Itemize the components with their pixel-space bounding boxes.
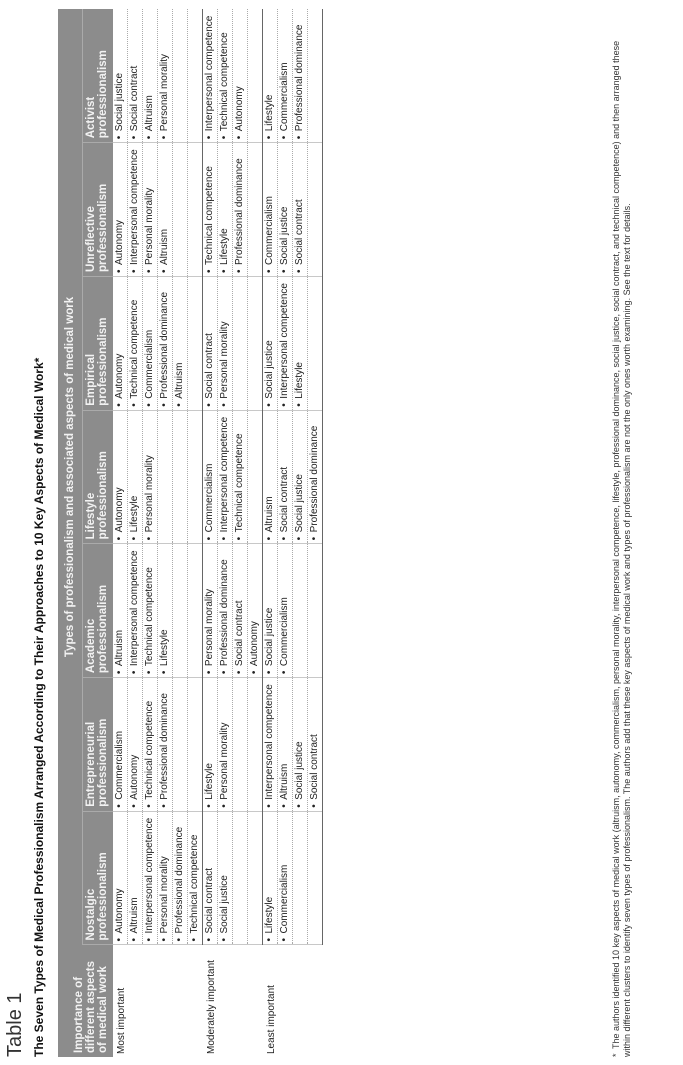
bullet-icon: • (129, 670, 140, 675)
cell-text: Lifestyle (294, 362, 305, 399)
cell-text: Lifestyle (219, 228, 230, 265)
table-cell (188, 143, 203, 277)
bullet-icon: • (159, 403, 170, 407)
table-row (278, 9, 293, 1057)
cell-text: Social justice (264, 607, 275, 667)
cell-text: Professional dominance (309, 425, 320, 533)
table-cell (233, 410, 248, 544)
cell-text: Commercialism (144, 329, 155, 399)
table-cell (293, 9, 308, 143)
table-cell (128, 544, 143, 678)
table-cell (308, 410, 323, 544)
table-cell (233, 9, 248, 143)
bullet-icon: • (294, 804, 305, 808)
bullet-icon: • (264, 670, 275, 675)
table-cell (158, 9, 173, 143)
cell-text: Technical competence (189, 834, 200, 934)
cell-text: Lifestyle (129, 495, 140, 533)
column-header: Lifestyle professionalism (83, 410, 114, 544)
cell-text: Altruism (129, 897, 140, 934)
bullet-icon: • (219, 403, 230, 407)
bullet-icon: • (114, 804, 125, 808)
table-cell (113, 811, 128, 945)
table-cell (278, 811, 293, 945)
professionalism-table (58, 9, 323, 1057)
bullet-icon: • (279, 403, 290, 407)
table-cell (113, 143, 128, 277)
table-cell (308, 143, 323, 277)
cell-text: Commercialism (114, 730, 125, 800)
cell-text: Social contract (204, 867, 215, 934)
table-cell (278, 143, 293, 277)
cell-text: Interpersonal competence (204, 15, 215, 132)
table-cell (263, 9, 278, 143)
bullet-icon: • (204, 536, 215, 541)
bullet-icon: • (174, 937, 185, 942)
bullet-icon: • (204, 804, 215, 808)
cell-text: Technical competence (129, 299, 140, 399)
table-cell (128, 9, 143, 143)
cell-text: Personal morality (159, 856, 170, 934)
bullet-icon: • (159, 937, 170, 942)
bullet-icon: • (129, 937, 140, 942)
table-row (173, 9, 188, 1057)
table-cell (263, 276, 278, 410)
cell-text: Social justice (294, 474, 305, 533)
bullet-icon: • (294, 403, 305, 407)
bullet-icon: • (159, 135, 170, 140)
table-cell (143, 9, 158, 143)
bullet-icon: • (219, 804, 230, 808)
cell-text: Social contract (204, 333, 215, 399)
bullet-icon: • (264, 403, 275, 407)
table-cell (203, 143, 218, 277)
cell-text: Personal morality (219, 321, 230, 399)
table-cell (233, 678, 248, 812)
table-cell (128, 276, 143, 410)
table-cell (173, 143, 188, 277)
table-cell (173, 811, 188, 945)
bullet-icon: • (129, 403, 140, 407)
table-cell (158, 276, 173, 410)
table-cell (293, 811, 308, 945)
cell-text: Professional dominance (159, 693, 170, 800)
bullet-icon: • (264, 937, 275, 942)
table-cell (218, 276, 233, 410)
bullet-icon: • (144, 937, 155, 942)
footnote: *The authors identified 10 key aspects of medical work (altruism, autonomy, commercialism, personal morality, interpersonal competence, lifestyle, professional dominance, social justice, social contract, and technical competence) and then arranged these within different clusters to identify seven types of professionalism. The authors add that these key aspects of medical work and types of professionalism are not the only ones worth examining. See the text for details. (611, 40, 632, 1057)
bullet-icon: • (309, 804, 320, 808)
table-cell (128, 811, 143, 945)
cell-text: Interpersonal competence (279, 283, 290, 399)
cell-text: Autonomy (234, 86, 245, 132)
bullet-icon: • (204, 269, 215, 273)
table-cell (248, 410, 263, 544)
table-cell (248, 678, 263, 812)
cell-text: Altruism (114, 629, 125, 667)
bullet-icon: • (279, 937, 290, 942)
table-cell (278, 276, 293, 410)
cell-text: Interpersonal competence (144, 817, 155, 934)
bullet-icon: • (129, 135, 140, 140)
table-cell (218, 143, 233, 277)
bullet-icon: • (279, 269, 290, 273)
bullet-icon: • (159, 670, 170, 675)
table-row (308, 9, 323, 1057)
table-cell (143, 410, 158, 544)
cell-text: Lifestyle (159, 629, 170, 667)
cell-text: Autonomy (114, 219, 125, 265)
cell-text: Altruism (174, 362, 185, 399)
table-cell (143, 276, 158, 410)
table-cell (293, 544, 308, 678)
table-cell (218, 678, 233, 812)
cell-text: Commercialism (204, 463, 215, 533)
header-group: Types of professionalism and associated aspects of medical work (58, 9, 83, 945)
cell-text: Interpersonal competence (129, 149, 140, 265)
table-cell (203, 276, 218, 410)
cell-text: Technical competence (204, 166, 215, 265)
table-cell (218, 544, 233, 678)
table-cell (248, 9, 263, 143)
table-cell (188, 544, 203, 678)
table-cell (113, 276, 128, 410)
bullet-icon: • (219, 536, 230, 541)
table-cell (233, 143, 248, 277)
table-cell (128, 678, 143, 812)
table-cell (143, 811, 158, 945)
table-cell (278, 9, 293, 143)
bullet-icon: • (144, 403, 155, 407)
cell-text: Professional dominance (294, 24, 305, 132)
column-header: Empirical professionalism (83, 276, 114, 410)
cell-text: Interpersonal competence (129, 550, 140, 667)
cell-text: Personal morality (144, 187, 155, 265)
bullet-icon: • (159, 804, 170, 808)
bullet-icon: • (234, 135, 245, 140)
cell-text: Altruism (264, 496, 275, 533)
bullet-icon: • (174, 403, 185, 407)
cell-text: Autonomy (114, 888, 125, 934)
bullet-icon: • (204, 135, 215, 140)
cell-text: Lifestyle (264, 94, 275, 132)
table-cell (293, 143, 308, 277)
table-cell (203, 811, 218, 945)
table-cell (233, 811, 248, 945)
cell-text: Technical competence (234, 433, 245, 533)
cell-text: Commercialism (279, 864, 290, 934)
bullet-icon: • (264, 804, 275, 808)
cell-text: Professional dominance (234, 158, 245, 265)
cell-text: Autonomy (114, 487, 125, 533)
table-cell (158, 410, 173, 544)
table-cell (233, 276, 248, 410)
table-cell (278, 544, 293, 678)
cell-text: Social contract (129, 65, 140, 132)
bullet-icon: • (279, 804, 290, 808)
bullet-icon: • (234, 536, 245, 541)
cell-text: Interpersonal competence (219, 416, 230, 533)
table-cell (248, 143, 263, 277)
bullet-icon: • (204, 937, 215, 942)
bullet-icon: • (204, 403, 215, 407)
bullet-icon: • (279, 536, 290, 541)
cell-text: Social justice (219, 875, 230, 934)
cell-text: Personal morality (219, 722, 230, 800)
table-cell (218, 9, 233, 143)
table-cell (248, 276, 263, 410)
bullet-icon: • (309, 536, 320, 541)
table-cell (173, 544, 188, 678)
column-header: Unreflective professionalism (83, 143, 114, 277)
cell-text: Technical competence (219, 32, 230, 132)
bullet-icon: • (249, 670, 260, 675)
bullet-icon: • (294, 135, 305, 140)
cell-text: Social justice (264, 340, 275, 399)
importance-label: Moderately important (205, 960, 217, 1054)
table-cell (203, 9, 218, 143)
table-cell (203, 678, 218, 812)
table-cell (158, 678, 173, 812)
bullet-icon: • (234, 269, 245, 273)
cell-text: Personal morality (144, 455, 155, 533)
table-cell (218, 410, 233, 544)
table-caption (4, 12, 46, 1057)
cell-text: Social justice (294, 741, 305, 800)
table-row (263, 9, 278, 1057)
cell-text: Professional dominance (174, 826, 185, 934)
bullet-icon: • (189, 937, 200, 942)
table-cell (293, 276, 308, 410)
table-cell (173, 678, 188, 812)
cell-text: Commercialism (279, 597, 290, 667)
bullet-icon: • (219, 269, 230, 273)
column-header: Academic professionalism (83, 544, 114, 678)
cell-text: Autonomy (114, 353, 125, 399)
cell-text: Altruism (144, 95, 155, 132)
bullet-icon: • (144, 269, 155, 273)
bullet-icon: • (114, 536, 125, 541)
cell-text: Technical competence (144, 567, 155, 667)
table-cell (143, 678, 158, 812)
bullet-icon: • (114, 937, 125, 942)
table-cell (173, 9, 188, 143)
bullet-icon: • (234, 670, 245, 675)
table-cell (218, 811, 233, 945)
cell-text: Commercialism (264, 196, 275, 265)
table-cell (113, 9, 128, 143)
footnote-text: The authors identified 10 key aspects of medical work (altruism, autonomy, commercialism, personal morality, interpersonal competence, lifestyle, professional dominance, social justice, social contract, and technical competence) and then arranged these within different clusters to identify seven types of professionalism. The authors add that these key aspects of medical work and types of professionalism are not the only ones worth examining. See the text for details. (611, 40, 632, 1057)
table-cell (128, 410, 143, 544)
table-cell (293, 410, 308, 544)
table-cell (188, 9, 203, 143)
cell-text: Lifestyle (204, 763, 215, 800)
table-cell (158, 544, 173, 678)
table-cell (188, 276, 203, 410)
table-label: Table 1 (4, 992, 26, 1057)
table-cell (173, 410, 188, 544)
bullet-icon: • (219, 670, 230, 675)
bullet-icon: • (114, 135, 125, 140)
table-cell (113, 544, 128, 678)
table-row (143, 9, 158, 1057)
bullet-icon: • (144, 536, 155, 541)
table-cell (278, 678, 293, 812)
cell-text: Autonomy (129, 754, 140, 800)
cell-text: Technical competence (144, 700, 155, 800)
table-row (128, 9, 143, 1057)
bullet-icon: • (114, 670, 125, 675)
bullet-icon: • (279, 670, 290, 675)
cell-text: Social justice (114, 72, 125, 132)
column-header: Nostalgic professionalism (83, 811, 114, 945)
bullet-icon: • (294, 269, 305, 273)
table-cell (113, 410, 128, 544)
table-row (233, 9, 248, 1057)
table-cell (203, 544, 218, 678)
bullet-icon: • (114, 403, 125, 407)
cell-text: Altruism (159, 228, 170, 265)
table-row (248, 9, 263, 1057)
table-cell (263, 811, 278, 945)
bullet-icon: • (129, 536, 140, 541)
bullet-icon: • (294, 536, 305, 541)
cell-text: Social contract (234, 600, 245, 667)
table-cell (263, 544, 278, 678)
table-cell (158, 811, 173, 945)
bullet-icon: • (129, 804, 140, 808)
bullet-icon: • (279, 135, 290, 140)
table-cell (263, 410, 278, 544)
table-row (203, 9, 218, 1057)
table-row (113, 9, 128, 1057)
bullet-icon: • (219, 937, 230, 942)
bullet-icon: • (114, 269, 125, 273)
cell-text: Personal morality (159, 54, 170, 132)
table-title: The Seven Types of Medical Professionalism Arranged According to Their Approaches to 10 Key Aspects of Medical Work* (32, 357, 46, 1057)
table-cell (248, 811, 263, 945)
cell-text: Autonomy (249, 621, 260, 667)
table-row (158, 9, 173, 1057)
cell-text: Professional dominance (219, 559, 230, 667)
cell-text: Altruism (279, 763, 290, 800)
cell-text: Social contract (309, 734, 320, 800)
table-cell (188, 410, 203, 544)
table-cell (263, 678, 278, 812)
bullet-icon: • (129, 269, 140, 273)
table-row (188, 9, 203, 1057)
header-importance: Importance of different aspects of medical work (58, 945, 113, 1057)
table-cell (308, 544, 323, 678)
table-cell (203, 410, 218, 544)
bullet-icon: • (159, 269, 170, 273)
bullet-icon: • (264, 269, 275, 273)
table-cell (143, 544, 158, 678)
bullet-icon: • (144, 135, 155, 140)
column-header: Activist professionalism (83, 9, 114, 143)
table-cell (248, 544, 263, 678)
bullet-icon: • (264, 536, 275, 541)
table-cell (278, 410, 293, 544)
cell-text: Social contract (279, 466, 290, 533)
table-cell (158, 143, 173, 277)
table-cell (113, 678, 128, 812)
table-cell (308, 276, 323, 410)
table-row (218, 9, 233, 1057)
bullet-icon: • (264, 135, 275, 140)
table-cell (173, 276, 188, 410)
cell-text: Lifestyle (264, 896, 275, 934)
table-cell (263, 143, 278, 277)
bullet-icon: • (144, 670, 155, 675)
table-cell (128, 143, 143, 277)
cell-text: Interpersonal competence (264, 684, 275, 800)
cell-text: Professional dominance (159, 291, 170, 399)
table-cell (188, 678, 203, 812)
importance-label: Least important (265, 985, 277, 1054)
table-cell (308, 9, 323, 143)
cell-text: Personal morality (204, 588, 215, 667)
bullet-icon: • (219, 135, 230, 140)
table-cell (143, 143, 158, 277)
table-cell (293, 678, 308, 812)
cell-text: Social justice (279, 206, 290, 265)
column-header: Entrepreneurial professionalism (83, 678, 114, 812)
cell-text: Commercialism (279, 62, 290, 132)
cell-text: Social contract (294, 199, 305, 265)
table-row (293, 9, 308, 1057)
table-cell (308, 811, 323, 945)
importance-label: Most important (116, 987, 127, 1054)
bullet-icon: • (144, 804, 155, 808)
bullet-icon: • (204, 670, 215, 675)
table-cell (308, 678, 323, 812)
table-cell (233, 544, 248, 678)
table-cell (188, 811, 203, 945)
